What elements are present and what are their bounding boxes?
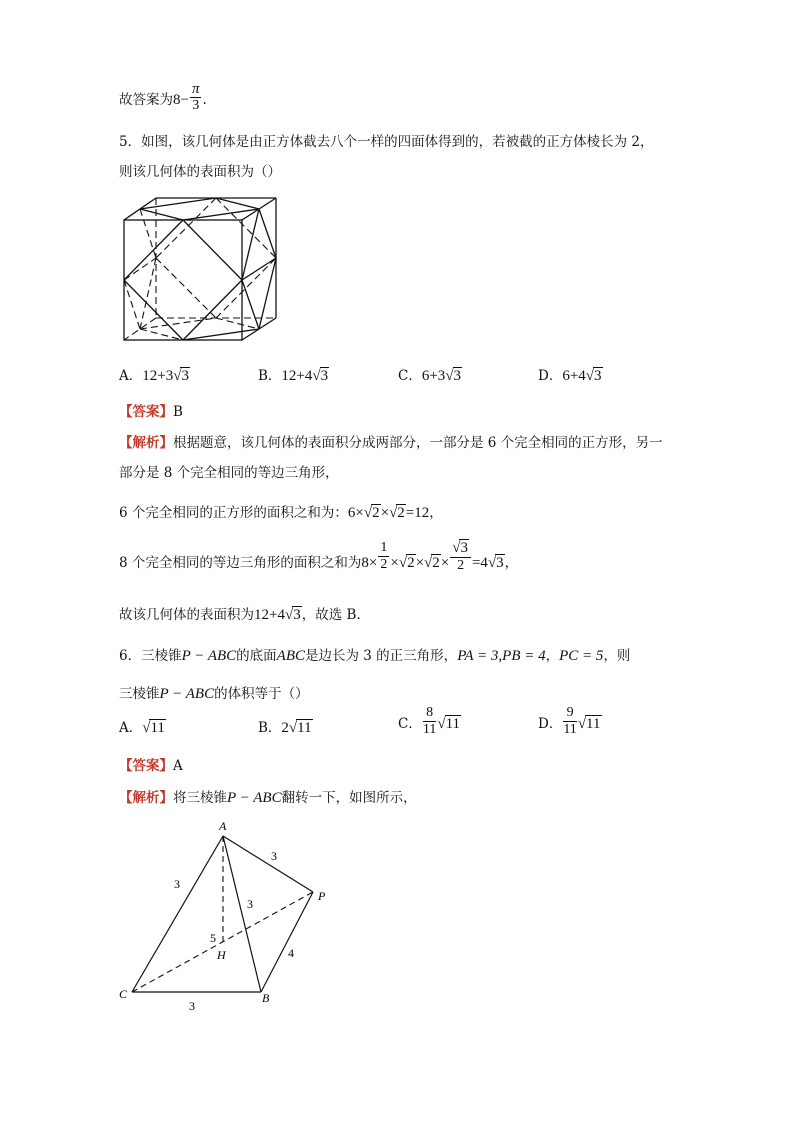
comma: ， xyxy=(429,505,443,521)
frac-num: 1 xyxy=(380,540,388,555)
stem-text: 三棱锥 xyxy=(119,686,160,702)
radicand: 3 xyxy=(453,368,462,384)
analysis-text: 故该几何体的表面积为 xyxy=(119,607,254,623)
len-pb: 4 xyxy=(288,946,294,960)
math-cond2: PC = 5 xyxy=(559,648,604,664)
radicand: 2 xyxy=(432,555,440,571)
sqrt: √11 xyxy=(437,716,461,732)
fraction-sqrt3-2 xyxy=(450,541,471,573)
option-label: C． xyxy=(398,368,422,384)
len-ap: 3 xyxy=(271,849,277,863)
option-pre: 2 xyxy=(281,720,289,736)
option-label: A． xyxy=(119,368,143,384)
stem-text: 是边长为 3 的正三角形， xyxy=(305,648,458,664)
radicand: 2 xyxy=(372,505,380,521)
sqrt: √3 xyxy=(312,368,329,384)
label-p: P xyxy=(318,889,326,903)
fraction xyxy=(423,706,436,737)
frac-den: 11 xyxy=(422,722,437,737)
frac-den: 2 xyxy=(380,557,388,572)
radicand: 3 xyxy=(181,368,189,384)
sqrt: √2 xyxy=(363,505,380,521)
math-pabc: P − ABC xyxy=(159,686,215,702)
q6-stem-line2 xyxy=(119,684,309,704)
equals: =4 xyxy=(471,555,488,571)
sqrt: √2 xyxy=(389,505,405,521)
label-c: C xyxy=(119,987,128,1001)
analysis-tag: 【解析】 xyxy=(119,790,173,806)
sqrt: √3 xyxy=(173,368,189,384)
radicand: 11 xyxy=(297,720,312,736)
len-ab: 3 xyxy=(247,897,253,911)
sqrt: √3 xyxy=(284,607,301,623)
prefix-text: 故答案为 xyxy=(119,92,173,108)
option-label: A． xyxy=(119,720,143,736)
q5-option-d xyxy=(538,366,603,386)
answer-value: A xyxy=(173,758,183,774)
q5-analysis-line4 xyxy=(119,539,519,573)
stem-text: 的体积等于（） xyxy=(214,686,309,702)
frac-den: 3 xyxy=(192,98,200,113)
times: × xyxy=(380,505,390,521)
analysis-text: 翻转一下，如图所示， xyxy=(281,790,417,806)
analysis-text: 6 个完全相同的正方形的面积之和为： xyxy=(119,505,348,521)
sqrt: √3 xyxy=(487,555,504,571)
q5-analysis-line1 xyxy=(119,433,663,453)
period: . xyxy=(202,92,207,108)
option-pre: 12+4 xyxy=(281,368,313,384)
fraction-pi-3 xyxy=(190,82,202,113)
radicand: 11 xyxy=(445,716,461,732)
expr-8: 8 xyxy=(173,92,181,108)
q6-analysis-line1 xyxy=(119,788,417,808)
q6-option-b xyxy=(258,718,313,738)
edge-ab xyxy=(223,836,261,992)
q5-answer xyxy=(119,402,183,422)
option-label: D． xyxy=(538,368,563,384)
figure-tetrahedron xyxy=(116,816,346,1016)
prev-answer-line xyxy=(119,81,207,113)
q6-option-a xyxy=(119,718,166,738)
analysis-text: 根据题意，该几何体的表面积分成两部分，一部分是 6 个完全相同的正方形，另一 xyxy=(173,435,663,451)
q6-option-c xyxy=(398,705,461,737)
math-pabc: P − ABC xyxy=(227,790,282,806)
radicand: 3 xyxy=(293,607,301,623)
option-label: B． xyxy=(258,368,282,384)
radicand: 3 xyxy=(496,555,504,571)
radicand: 11 xyxy=(586,716,601,732)
equals: =12 xyxy=(405,505,430,521)
label-b: B xyxy=(262,991,270,1005)
comma: ， xyxy=(504,555,519,571)
expr: 6× xyxy=(347,505,364,521)
q5-analysis-line3 xyxy=(119,503,443,523)
radicand: 2 xyxy=(407,555,415,571)
q5-analysis-line5 xyxy=(119,605,361,625)
q5-stem-line2: 则该几何体的表面积为（） xyxy=(119,164,281,180)
edge-ac xyxy=(132,836,223,992)
sqrt: √2 xyxy=(398,555,415,571)
option-label: B． xyxy=(258,720,282,736)
q6-answer xyxy=(119,756,183,776)
radicand: 3 xyxy=(320,368,329,384)
analysis-tag: 【解析】 xyxy=(119,435,173,451)
label-a: A xyxy=(219,819,227,833)
analysis-text: 将三棱锥 xyxy=(173,790,227,806)
minus: − xyxy=(180,92,189,108)
math-pabc: P − ABC xyxy=(181,648,237,664)
q5-analysis-line2: 部分是 8 个完全相同的等边三角形， xyxy=(119,465,339,481)
frac-num xyxy=(450,541,471,558)
option-label: C． xyxy=(398,716,422,732)
q5-option-c xyxy=(398,366,462,386)
len-ac: 3 xyxy=(174,877,180,891)
len-cb: 3 xyxy=(189,999,195,1013)
radicand: 3 xyxy=(594,368,602,384)
q6-stem-line1 xyxy=(119,646,630,666)
q6-option-d xyxy=(538,705,602,737)
frac-den: 11 xyxy=(563,722,577,737)
math-cond1: PA = 3,PB = 4 xyxy=(457,648,546,664)
figure-cuboctahedron xyxy=(118,194,288,346)
frac-num: 8 xyxy=(423,706,436,722)
sqrt: √3 xyxy=(452,539,468,556)
sqrt: √3 xyxy=(445,368,462,384)
option-label: D． xyxy=(538,716,563,732)
math-abc: ABC xyxy=(276,648,306,664)
q5-stem-line1: 5．如图，该几何体是由正方体截去八个一样的四面体得到的，若被截的正方体棱长为 2， xyxy=(119,134,654,150)
fraction-1-2 xyxy=(378,541,389,572)
edge-ap xyxy=(223,836,313,892)
frac-num: 9 xyxy=(563,706,576,722)
fraction xyxy=(563,706,576,737)
label-h: H xyxy=(217,948,226,962)
stem-text: ，则 xyxy=(603,648,631,664)
edge-bp xyxy=(261,892,313,992)
comma: ， xyxy=(545,648,560,664)
answer-tag: 【答案】 xyxy=(119,404,173,420)
radicand: 2 xyxy=(397,505,405,521)
radicand: 11 xyxy=(150,720,165,736)
answer-tag: 【答案】 xyxy=(119,758,173,774)
option-pre: 6+3 xyxy=(421,368,446,384)
expr: 12+4 xyxy=(254,607,285,623)
option-pre: 6+4 xyxy=(562,368,586,384)
analysis-text-end: ，故选 B. xyxy=(301,607,361,623)
times: × xyxy=(440,555,450,571)
stem-text: 6．三棱锥 xyxy=(119,648,182,664)
sqrt: √11 xyxy=(142,720,165,736)
times: × xyxy=(390,555,399,571)
expr: 8× xyxy=(361,555,378,571)
frac-num: π xyxy=(191,81,200,97)
option-pre: 12+3 xyxy=(142,368,174,384)
times: × xyxy=(415,555,425,571)
sqrt: √2 xyxy=(424,555,440,571)
q5-option-a xyxy=(119,366,190,386)
answer-value: B xyxy=(173,404,183,420)
radicand: 3 xyxy=(460,539,468,556)
frac-den: 2 xyxy=(457,557,465,573)
len-ah: 5 xyxy=(210,931,216,945)
q5-option-b xyxy=(258,366,329,386)
sqrt: √11 xyxy=(577,716,601,732)
stem-text: 的底面 xyxy=(236,648,277,664)
sqrt: √3 xyxy=(585,368,602,384)
sqrt: √11 xyxy=(288,720,312,736)
analysis-text: 8 个完全相同的等边三角形的面积之和为 xyxy=(119,555,362,571)
